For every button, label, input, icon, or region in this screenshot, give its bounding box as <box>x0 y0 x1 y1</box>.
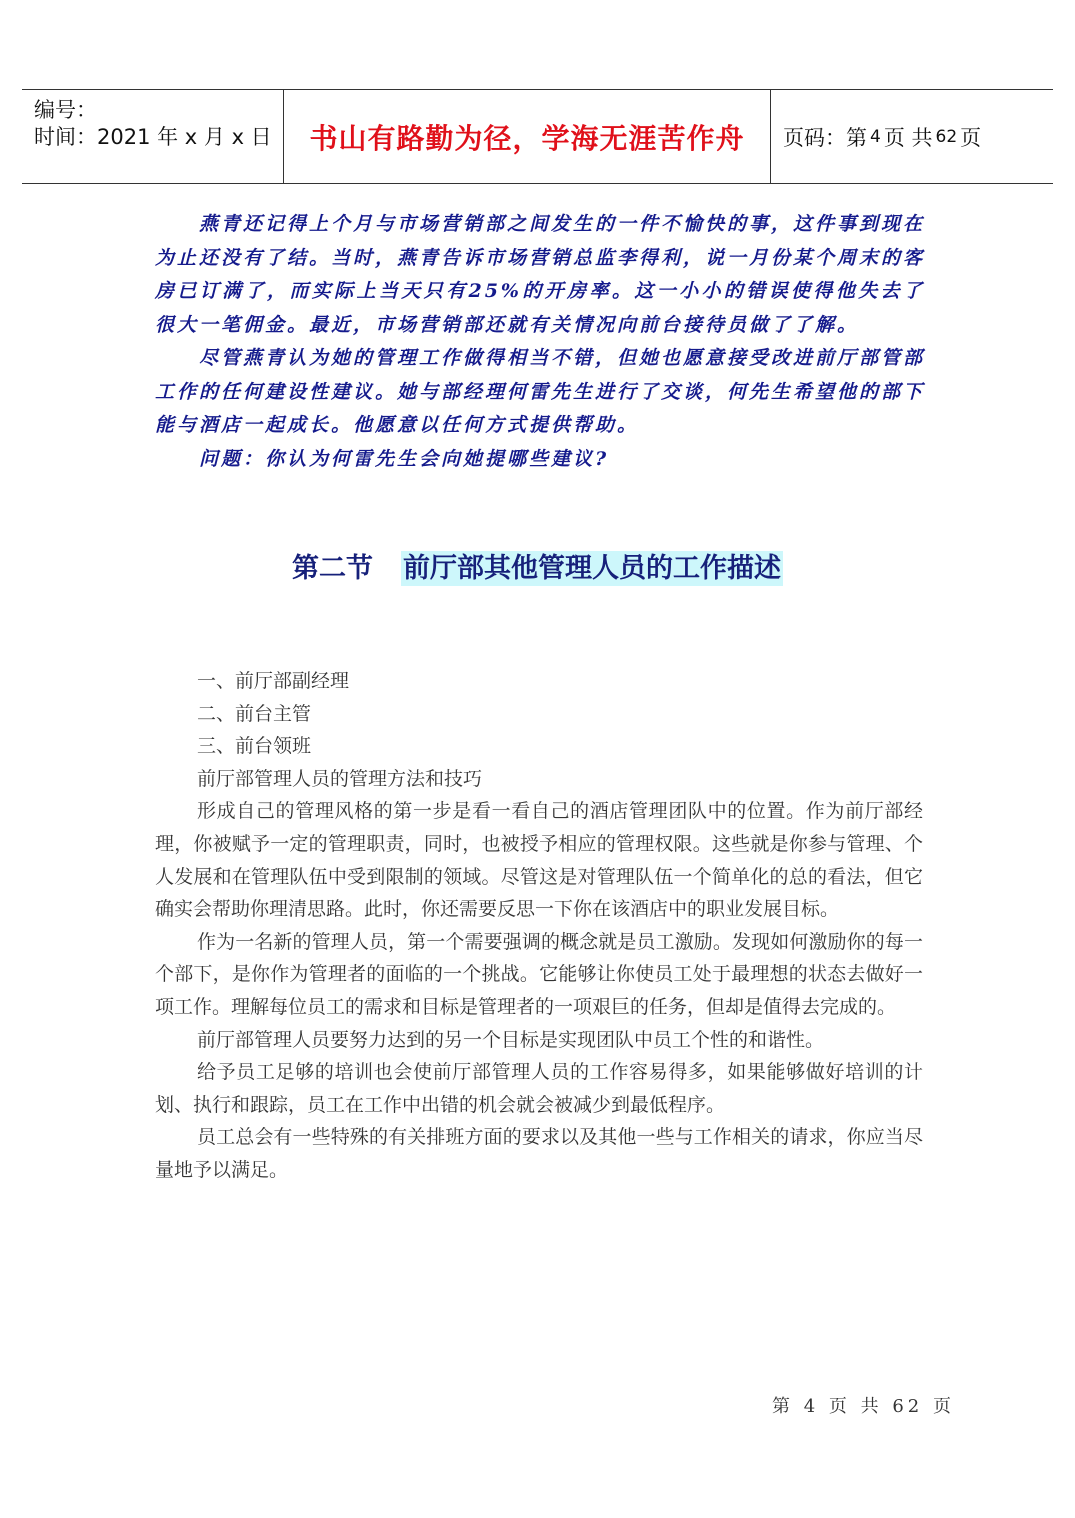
page-prefix: 页码：第 <box>783 125 867 150</box>
header-motto <box>284 90 771 183</box>
section-number: 第二节 <box>292 553 373 584</box>
time-label: 时间：2021 年 x 月 x 日 <box>34 125 272 149</box>
case-paragraph: 燕青还记得上个月与市场营销部之间发生的一件不愉快的事，这件事到现在为止还没有了结。当时，燕青告诉市场营销总监李得利，说一月份某个周末的客房已订满了，而实际上当天只有25%的开房率。这一小小的错误使得他失去了很大一笔佣金。最近，市场营销部还就有关情况向前台接待员做了了解。 <box>155 213 926 336</box>
case-paragraph: 尽管燕青认为她的管理工作做得相当不错，但她也愿意接受改进前厅部管部工作的任何建设性建议。她与部经理何雷先生进行了交谈，何先生希望他的部下能与酒店一起成长。他愿意以任何方式提供帮助。 <box>155 347 926 436</box>
page-footer: 第 4 页 共 62 页 <box>772 1396 955 1417</box>
body-paragraph: 给予员工足够的培训也会使前厅部管理人员的工作容易得多，如果能够做好培训的计划、执行和跟踪，员工在工作中出错的机会就会被减少到最低程序。 <box>155 1061 923 1116</box>
list-item: 三、前台领班 <box>197 735 312 758</box>
list-item: 一、前厅部副经理 <box>197 670 350 692</box>
body-paragraph: 员工总会有一些特殊的有关排班方面的要求以及其他一些与工作相关的请求，你应当尽量地予以满足。 <box>155 1126 923 1181</box>
body-paragraph: 形成自己的管理风格的第一步是看一看自己的酒店管理团队中的位置。作为前厅部经理，你被赋予一定的管理职责，同时，也被授予相应的管理权限。这些就是你参与管理、个人发展和在管理队伍中受到限制的领域。尽管这是对管理队伍一个简单化的总的看法，但它确实会帮助你理清思路。此时，你还需要反思一下你在该酒店中的职业发展目标。 <box>155 800 923 921</box>
body-paragraph: 前厅部管理人员要努力达到的另一个目标是实现团队中员工个性的和谐性。 <box>197 1028 825 1051</box>
header-meta <box>22 90 284 183</box>
motto-text: 书山有路勤为径，学海无涯苦作舟 <box>309 121 745 155</box>
list-item: 二、前台主管 <box>197 702 312 725</box>
section-title: 前厅部其他管理人员的工作描述 <box>403 553 781 584</box>
page-total: 62 <box>935 126 958 147</box>
section-heading <box>0 546 1075 585</box>
page-suffix: 页 <box>960 125 982 150</box>
number-label: 编号： <box>34 98 97 122</box>
case-study <box>155 208 925 476</box>
page-current: 4 <box>870 126 881 147</box>
case-question: 问题：你认为何雷先生会向她提哪些建议? <box>199 447 610 470</box>
body-paragraph: 作为一名新的管理人员，第一个需要强调的概念就是员工激励。发现如何激励你的每一个部下，是你作为管理者的面临的一个挑战。它能够让你使员工处于最理想的状态去做好一项工作。理解每位员工的需求和目标是管理者的一项艰巨的任务，但却是值得去完成的。 <box>155 930 923 1018</box>
body-content <box>155 665 923 1187</box>
header-page-info <box>771 90 1053 183</box>
page-header <box>22 89 1053 184</box>
subheading: 前厅部管理人员的管理方法和技巧 <box>197 767 483 790</box>
page-mid: 页 共 <box>883 125 933 150</box>
